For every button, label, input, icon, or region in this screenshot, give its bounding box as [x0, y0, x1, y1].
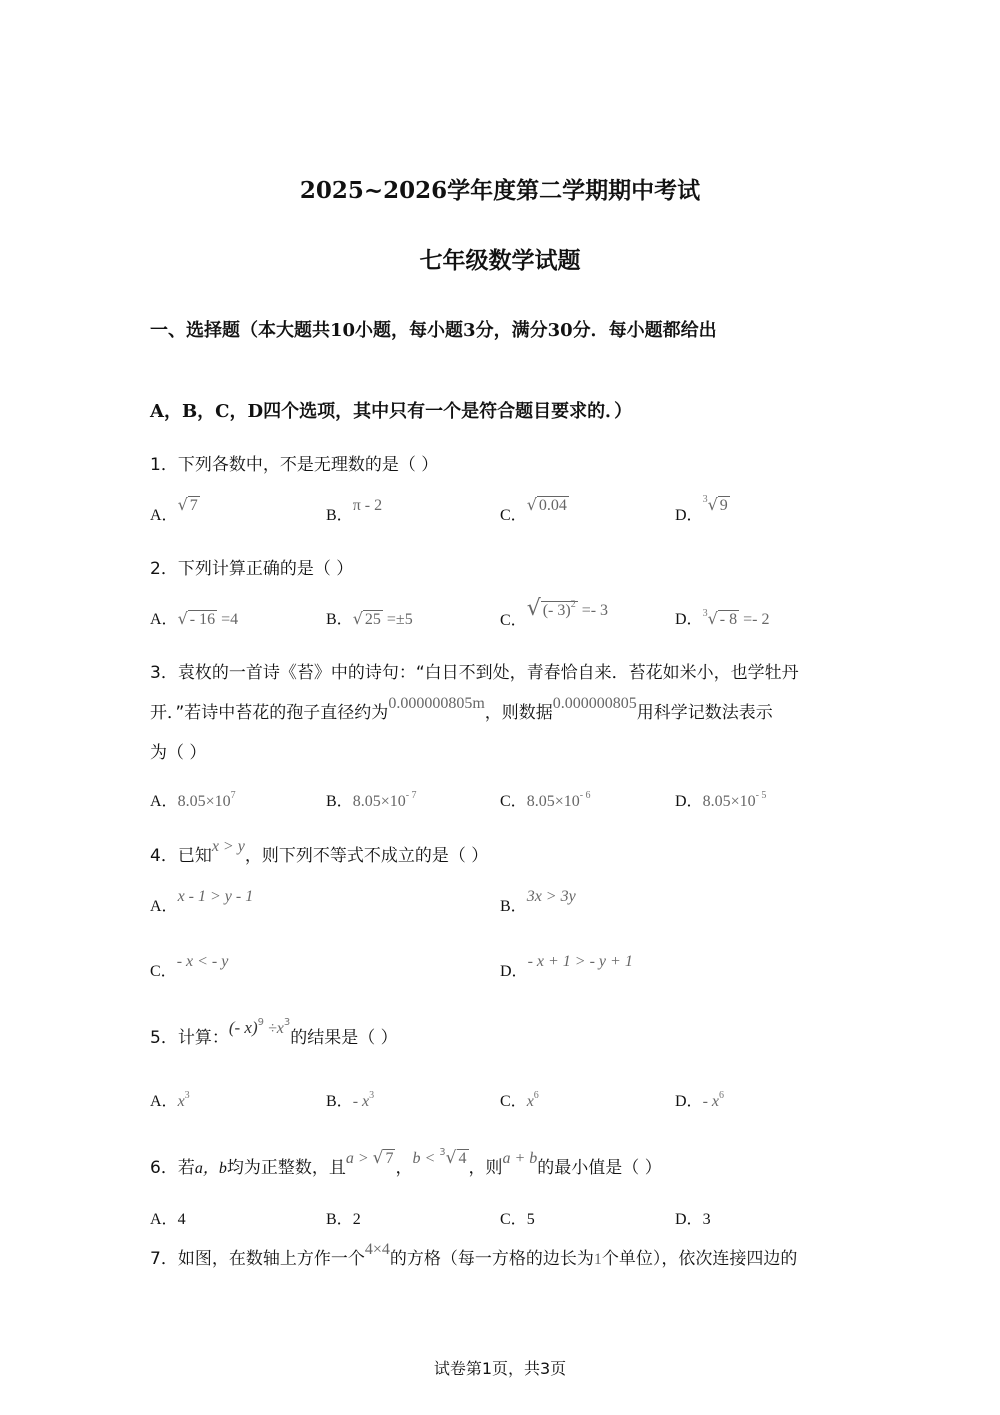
inline-math: a + b	[502, 1150, 538, 1167]
option-label: A．	[150, 793, 178, 810]
option-label: A．	[150, 898, 178, 915]
option-exponent: 7	[230, 790, 236, 801]
q2-option-a	[150, 606, 238, 629]
question-1-stem: 1．下列各数中，不是无理数的是（ ）	[150, 455, 439, 475]
option-base: 8.05×10	[177, 793, 231, 810]
q4-option-a	[150, 888, 254, 916]
q5-option-a	[150, 1088, 190, 1111]
exam-title: 2025~2026学年度第二学期期中考试	[299, 177, 701, 204]
question-4-stem: 4．已知x > y，则下列不等式不成立的是（ ）	[150, 838, 489, 866]
q4-option-b	[500, 888, 576, 916]
option-base: - x	[702, 1093, 719, 1110]
q2-option-d	[675, 606, 769, 629]
cube-root-icon: √	[445, 1148, 457, 1168]
q3-option-d	[675, 788, 766, 811]
question-5-stem: 5．计算：(- $x)^9 \div x^3$的结果是（ ）	[150, 1017, 398, 1048]
option-label: A．	[150, 1093, 178, 1110]
radicand: - 8	[719, 611, 738, 628]
option-value: π - 2	[352, 497, 383, 514]
inline-math: b < $^3$√ 4	[412, 1147, 467, 1168]
q1-option-b	[326, 497, 383, 525]
option-exponent: - 6	[579, 790, 591, 801]
option-label: D．	[675, 1211, 703, 1228]
option-label: B．	[326, 1093, 353, 1110]
option-label: A．	[150, 1211, 178, 1228]
sqrt-icon: √	[177, 495, 188, 514]
q5-option-b	[326, 1088, 374, 1111]
q3-option-c	[500, 788, 591, 811]
option-exponent: 6	[719, 1090, 724, 1101]
radicand: - 16	[189, 611, 216, 628]
option-label: C．	[500, 1093, 527, 1110]
option-label: A．	[150, 507, 178, 524]
option-label: B．	[326, 611, 353, 628]
option-exponent: - 7	[405, 790, 417, 801]
inline-math: x > y	[211, 838, 245, 855]
option-result: =- 3	[577, 602, 609, 619]
option-result: =- 2	[739, 611, 770, 628]
q5-option-c	[500, 1088, 539, 1111]
option-label: B．	[326, 793, 353, 810]
q2-option-c	[500, 596, 609, 631]
section-heading-line2: A，B，C，D四个选项，其中只有一个是符合题目要求的．）	[150, 401, 633, 422]
option-value: 4	[177, 1211, 186, 1228]
q3-option-a	[150, 788, 236, 811]
option-value: 0.04	[538, 497, 567, 514]
option-label: D．	[500, 963, 528, 980]
root-index: 3	[702, 494, 708, 505]
option-exponent: 6	[533, 1090, 539, 1101]
option-label: D．	[675, 1093, 703, 1110]
option-label: B．	[326, 507, 353, 524]
option-value: 5	[526, 1211, 535, 1228]
option-value: 9	[719, 497, 728, 514]
question-3-line1: 3．袁枚的一首诗《苔》中的诗句：“白日不到处，青春恰自来．苔花如米小，也学牡丹	[150, 663, 799, 683]
q1-option-a	[150, 495, 200, 525]
radicand: (- 3)$^2$	[542, 599, 576, 619]
option-exponent: 3	[369, 1090, 375, 1101]
option-label: D．	[675, 611, 703, 628]
option-label: C．	[500, 612, 527, 629]
cube-root-icon: √	[707, 609, 718, 628]
option-label: C．	[500, 793, 527, 810]
sqrt-icon: √	[526, 495, 537, 514]
inline-math: 0.000000805m	[388, 695, 485, 712]
option-label: C．	[500, 507, 527, 524]
page-footer: 试卷第1页，共3页	[433, 1359, 567, 1378]
option-base: 8.05×10	[702, 793, 756, 810]
question-3-line3: 为（ ）	[150, 743, 207, 763]
option-base: x	[177, 1093, 185, 1110]
q6-option-a	[150, 1206, 186, 1229]
section-heading-line1: 一、选择题（本大题共10小题，每小题3分，满分30分．每小题都给出	[150, 320, 717, 341]
option-result: =±5	[382, 611, 413, 628]
sqrt-icon: √	[177, 609, 188, 628]
option-label: B．	[500, 898, 527, 915]
question-6-stem: 6．若a，b均为正整数，且a > √ 7 ，b < $^3$√ 4 ，则a + b的最小值是（ ）	[150, 1147, 662, 1178]
q1-option-c	[500, 495, 569, 525]
inline-math: 0.000000805	[552, 695, 637, 712]
option-value: 3	[702, 1211, 711, 1228]
option-base: 8.05×10	[352, 793, 406, 810]
q5-option-d	[675, 1088, 724, 1111]
option-value: 7	[189, 497, 198, 514]
option-result: =4	[217, 611, 239, 628]
option-label: D．	[675, 507, 703, 524]
q6-option-d	[675, 1206, 711, 1229]
q1-option-d	[675, 494, 730, 525]
root-index: 3	[702, 608, 708, 619]
question-2-stem: 2．下列计算正确的是（ ）	[150, 559, 354, 579]
option-value: - x + 1 > - y + 1	[527, 953, 633, 970]
option-label: D．	[675, 793, 703, 810]
option-value: - x < - y	[176, 953, 229, 970]
q2-option-b	[326, 606, 413, 629]
option-label: A．	[150, 611, 178, 628]
inline-math: a > √ 7	[345, 1148, 394, 1168]
inline-math: 4×4	[364, 1241, 390, 1258]
q6-option-b	[326, 1206, 361, 1229]
option-label: C．	[500, 1211, 527, 1228]
inline-math: (- $x)^9 \div x^3$	[228, 1017, 291, 1037]
option-exponent: 3	[184, 1090, 190, 1101]
cube-root-icon: √	[707, 495, 718, 514]
sqrt-icon: √	[352, 609, 363, 628]
q3-option-b	[326, 788, 417, 811]
radicand: 25	[364, 611, 381, 628]
q4-option-d	[500, 953, 633, 981]
sqrt-icon: √	[372, 1148, 384, 1168]
q6-option-c	[500, 1206, 535, 1229]
question-7-stem: 7．如图，在数轴上方作一个4×4的方格（每一方格的边长为1个单位），依次连接四边的	[150, 1241, 798, 1269]
option-base: - x	[352, 1093, 370, 1110]
option-label: C．	[150, 963, 177, 980]
option-value: x - 1 > y - 1	[177, 888, 254, 905]
sqrt-icon: √	[526, 596, 541, 621]
option-base: x	[526, 1093, 534, 1110]
inline-math: 1	[593, 1251, 602, 1268]
option-value: 2	[352, 1211, 361, 1228]
option-value: 3x > 3y	[526, 888, 576, 905]
q4-option-c	[150, 953, 229, 981]
question-3-line2: 开．”若诗中苔花的孢子直径约为0.000000805m，则数据0.000000805用科学记数法表示	[150, 695, 773, 723]
option-base: 8.05×10	[526, 793, 580, 810]
option-label: B．	[326, 1211, 353, 1228]
exam-subtitle: 七年级数学试题	[419, 247, 581, 274]
option-exponent: - 5	[755, 790, 767, 801]
